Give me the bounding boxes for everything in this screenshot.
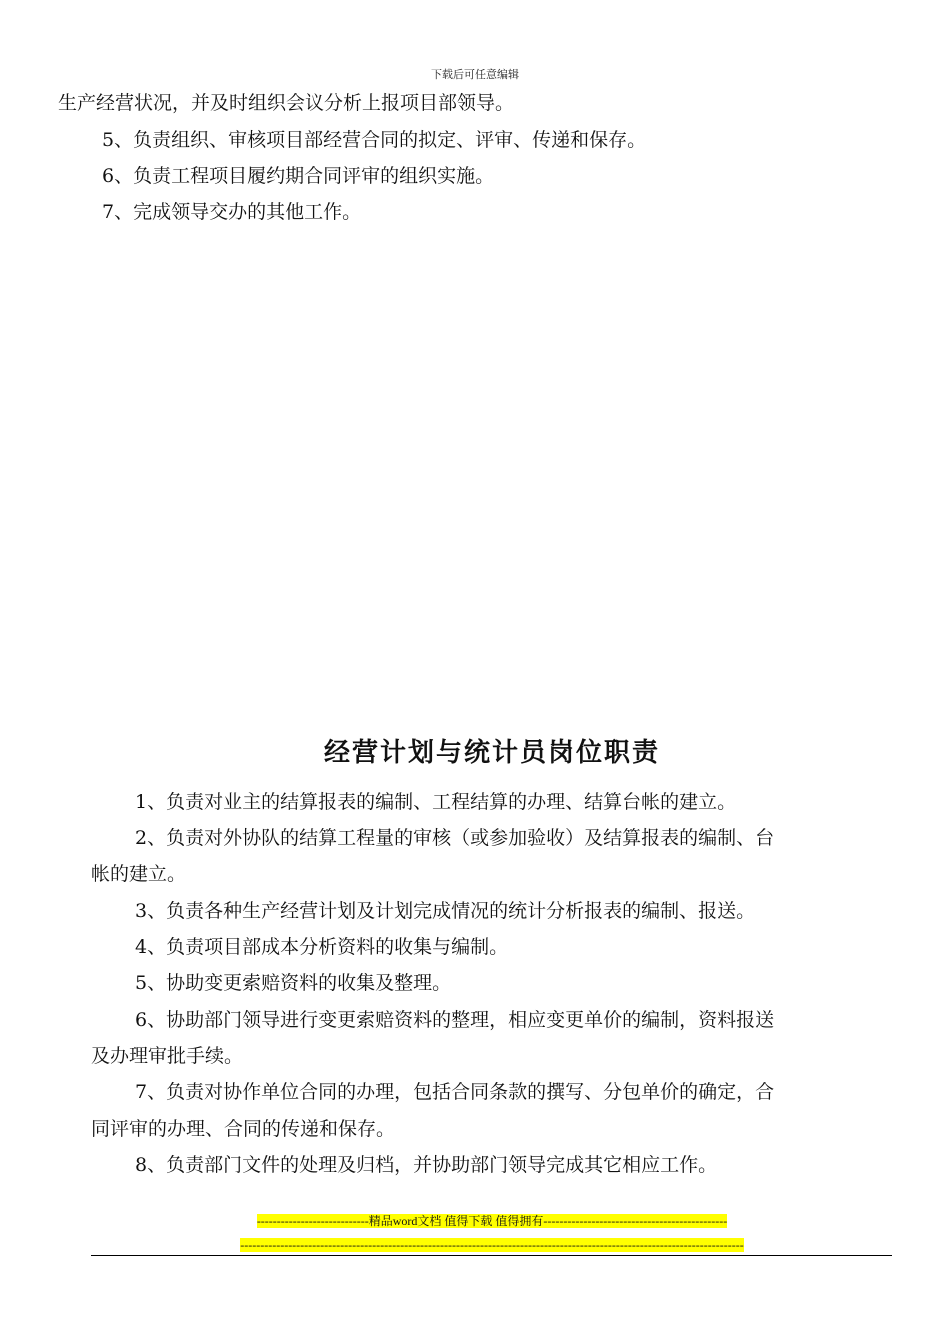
paragraph-line: 及办理审批手续。 — [91, 1045, 244, 1067]
paragraph-line: 3、负责各种生产经营计划及计划完成情况的统计分析报表的编制、报送。 — [135, 900, 756, 922]
paragraph-line: 帐的建立。 — [91, 863, 187, 885]
footer-banner — [0, 1213, 950, 1229]
section-title: 经营计划与统计员岗位职责 — [323, 738, 660, 768]
footer-dash-text: ------------------------------------------------------------------------------------------------------------------------------ — [240, 1238, 744, 1252]
paragraph-line: 7、负责对协作单位合同的办理，包括合同条款的撰写、分包单价的确定，合 — [135, 1081, 775, 1103]
paragraph-line: 生产经营状况，并及时组织会议分析上报项目部领导。 — [58, 92, 515, 114]
footer-dash-line — [0, 1237, 950, 1253]
paragraph-line: 同评审的办理、合同的传递和保存。 — [91, 1118, 396, 1140]
footer-divider — [91, 1255, 892, 1256]
paragraph-line: 1、负责对业主的结算报表的编制、工程结算的办理、结算台帐的建立。 — [135, 791, 737, 813]
footer-banner-text: ----------------------------精品word文档 值得下载 值得拥有---------------------------------------------- — [256, 1214, 728, 1228]
paragraph-line: 4、负责项目部成本分析资料的收集与编制。 — [135, 936, 509, 958]
paragraph-line: 5、协助变更索赔资料的收集及整理。 — [135, 972, 452, 994]
paragraph-line: 6、负责工程项目履约期合同评审的组织实施。 — [102, 165, 495, 187]
paragraph-line: 7、完成领导交办的其他工作。 — [102, 201, 362, 223]
paragraph-line: 2、负责对外协队的结算工程量的审核（或参加验收）及结算报表的编制、台 — [135, 827, 775, 849]
paragraph-line: 6、协助部门领导进行变更索赔资料的整理，相应变更单价的编制，资料报送 — [135, 1009, 775, 1031]
paragraph-line: 5、负责组织、审核项目部经营合同的拟定、评审、传递和保存。 — [102, 129, 647, 151]
paragraph-line: 8、负责部门文件的处理及归档，并协助部门领导完成其它相应工作。 — [135, 1154, 718, 1176]
page-header: 下载后可任意编辑 — [431, 68, 519, 81]
